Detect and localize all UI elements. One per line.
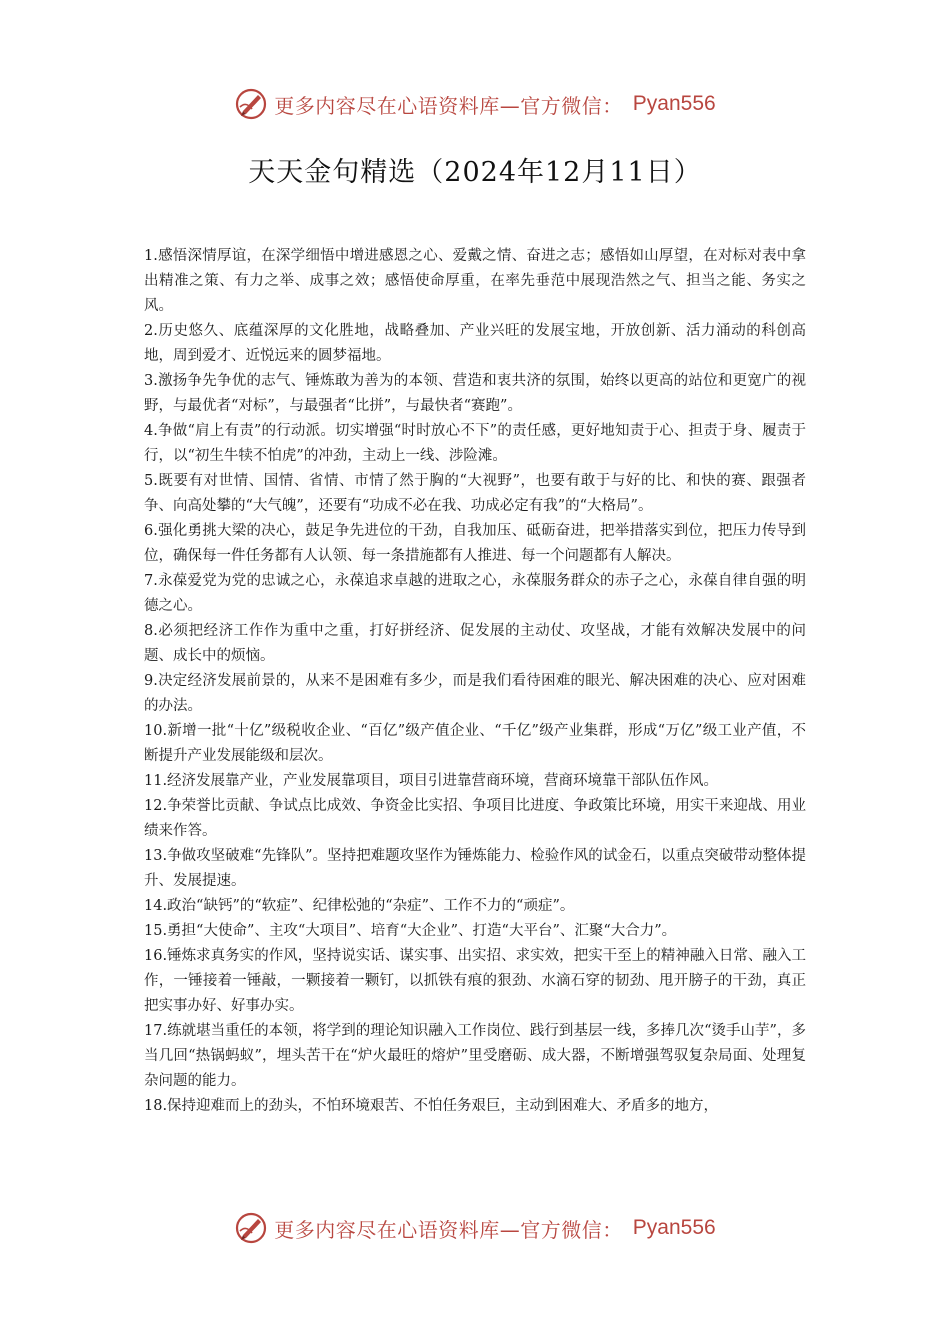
quote-item: 9.决定经济发展前景的，从来不是困难有多少，而是我们看待困难的眼光、解决困难的决心、应对困难的办法。 [144,673,806,714]
quote-list [144,244,806,1119]
quote-item: 15.勇担“大使命”、主攻“大项目”、培育“大企业”、打造“大平台”、汇聚“大合力”。 [144,923,677,939]
quote-item: 16.锤炼求真务实的作风，坚持说实话、谋实事、出实招、求实效，把实干至上的精神融入日常、融入工作，一锤接着一锤敲，一颗接着一颗钉，以抓铁有痕的狠劲、水滴石穿的韧劲、甩开膀子的干劲，真正把实事办好、好事办实。 [144,948,806,1014]
quote-item: 10.新增一批“十亿”级税收企业、“百亿”级产值企业、“千亿”级产业集群，形成“万亿”级工业产值，不断提升产业发展能级和层次。 [144,723,806,764]
quote-item: 18.保持迎难而上的劲头，不怕环境艰苦、不怕任务艰巨，主动到困难大、矛盾多的地方， [144,1098,719,1114]
quote-item: 4.争做“肩上有责”的行动派。切实增强“时时放心不下”的责任感，更好地知责于心、担责于身、履责于行，以“初生牛犊不怕虎”的冲劲，主动上一线、涉险滩。 [144,423,806,464]
header-watermark-handle: Pyan556 [632,92,716,115]
quote-item: 7.永葆爱党为党的忠诚之心，永葆追求卓越的进取之心，永葆服务群众的赤子之心，永葆自律自强的明德之心。 [144,573,806,614]
header-watermark-banner [0,84,950,124]
quote-item: 3.激扬争先争优的志气、锤炼敢为善为的本领、营造和衷共济的氛围，始终以更高的站位和更宽广的视野，与最优者“对标”，与最强者“比拼”，与最快者“赛跑”。 [144,373,806,414]
pen-logo-icon [234,87,268,121]
quote-item: 1.感悟深情厚谊，在深学细悟中增进感恩之心、爱戴之情、奋进之志；感悟如山厚望，在对标对表中拿出精准之策、有力之举、成事之效；感悟使命厚重，在率先垂范中展现浩然之气、担当之能、务实之风。 [144,248,806,314]
footer-watermark-text: 更多内容尽在心语资料库—官方微信： [274,1217,623,1242]
quote-item: 13.争做攻坚破难“先锋队”。坚持把难题攻坚作为锤炼能力、检验作风的试金石，以重点突破带动整体提升、发展提速。 [144,848,806,889]
quote-item: 12.争荣誉比贡献、争试点比成效、争资金比实招、争项目比进度、争政策比环境，用实干来迎战、用业绩来作答。 [144,798,806,839]
quote-item: 17.练就堪当重任的本领，将学到的理论知识融入工作岗位、践行到基层一线，多捧几次“烫手山芋”，多当几回“热锅蚂蚁”，埋头苦干在“炉火最旺的熔炉”里受磨砺、成大器，不断增强驾驭复杂局面、处理复杂问题的能力。 [144,1023,806,1089]
quote-item: 11.经济发展靠产业，产业发展靠项目，项目引进靠营商环境，营商环境靠干部队伍作风。 [144,773,719,789]
footer-watermark-banner [0,1208,950,1248]
header-watermark-text: 更多内容尽在心语资料库—官方微信： [274,93,623,118]
quote-item: 14.政治“缺钙”的“软症”、纪律松弛的“杂症”、工作不力的“顽症”。 [144,898,575,914]
quote-item: 2.历史悠久、底蕴深厚的文化胜地，战略叠加、产业兴旺的发展宝地，开放创新、活力涌动的科创高地，周到爱才、近悦远来的圆梦福地。 [144,323,806,364]
pen-logo-icon [234,1211,268,1245]
page-title: 天天金句精选（2024年12月11日） [248,157,702,188]
quote-item: 6.强化勇挑大梁的决心，鼓足争先进位的干劲，自我加压、砥砺奋进，把举措落实到位，把压力传导到位，确保每一件任务都有人认领、每一条措施都有人推进、每一个问题都有人解决。 [144,523,806,564]
footer-watermark-handle: Pyan556 [632,1216,716,1239]
quote-item: 5.既要有对世情、国情、省情、市情了然于胸的“大视野”，也要有敢于与好的比、和快的赛、跟强者争、向高处攀的“大气魄”，还要有“功成不必在我、功成必定有我”的“大格局”。 [144,473,806,514]
quote-item: 8.必须把经济工作作为重中之重，打好拼经济、促发展的主动仗、攻坚战，才能有效解决发展中的问题、成长中的烦恼。 [144,623,806,664]
